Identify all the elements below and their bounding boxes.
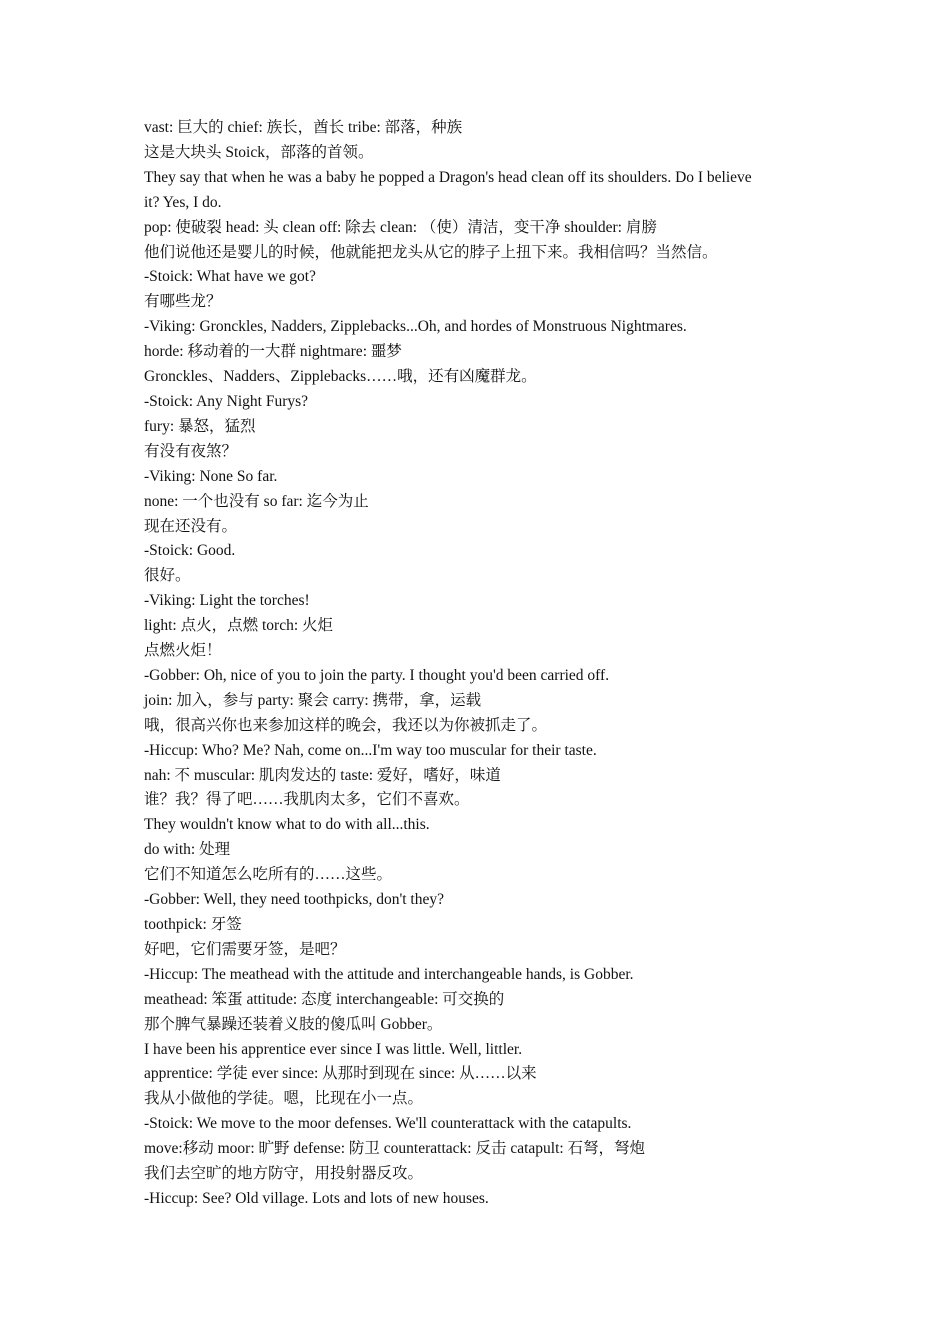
text-line: -Stoick: What have we got?	[144, 268, 316, 286]
text-line: I have been his apprentice ever since I was little. Well, littler.	[144, 1040, 523, 1058]
text-line: 我们去空旷的地方防守，用投射器反攻。	[144, 1165, 424, 1183]
text-line: move:移动 moor: 旷野 defense: 防卫 counterattack: 反击 catapult: 石弩，弩炮	[144, 1140, 646, 1158]
text-line: 它们不知道怎么吃所有的……这些。	[144, 866, 393, 884]
text-line: 哦，很高兴你也来参加这样的晚会，我还以为你被抓走了。	[144, 716, 548, 734]
text-line: apprentice: 学徒 ever since: 从那时到现在 since: 从……以来	[144, 1065, 537, 1083]
text-line: They wouldn't know what to do with all...this.	[144, 816, 430, 834]
text-line: 有哪些龙？	[144, 293, 222, 311]
text-line: 我从小做他的学徒。嗯，比现在小一点。	[144, 1090, 424, 1108]
text-line: -Stoick: Any Night Furys?	[144, 392, 309, 410]
text-line: light: 点火，点燃 torch: 火炬	[144, 617, 334, 635]
text-line: nah: 不 muscular: 肌肉发达的 taste: 爱好，嗜好，味道	[144, 766, 501, 784]
text-line: 点燃火炬！	[144, 642, 222, 660]
text-line: fury: 暴怒，猛烈	[144, 417, 256, 435]
text-line: horde: 移动着的一大群 nightmare: 噩梦	[144, 343, 402, 361]
text-line: join: 加入，参与 party: 聚会 carry: 携带，拿，运载	[144, 691, 482, 709]
text-line: none: 一个也没有 so far: 迄今为止	[144, 492, 369, 510]
text-line: 他们说他还是婴儿的时候，他就能把龙头从它的脖子上扭下来。我相信吗？当然信。	[144, 243, 718, 261]
text-line: pop: 使破裂 head: 头 clean off: 除去 clean: （使）清洁，变干净 shoulder: 肩膀	[144, 218, 657, 236]
text-line: 有没有夜煞？	[144, 442, 238, 460]
text-line: -Viking: Light the torches!	[144, 592, 310, 610]
text-line: do with: 处理	[144, 841, 231, 859]
text-line: -Stoick: We move to the moor defenses. We'll counterattack with the catapults.	[144, 1115, 632, 1133]
text-line: 谁？我？得了吧……我肌肉太多，它们不喜欢。	[144, 791, 470, 809]
text-line: vast: 巨大的 chief: 族长，酋长 tribe: 部落，种族	[144, 119, 463, 136]
text-line: 那个脾气暴躁还装着义肢的傻瓜叫 Gobber。	[144, 1015, 443, 1033]
text-line: -Viking: None So far.	[144, 467, 278, 485]
text-line: They say that when he was a baby he popped a Dragon's head clean off its shoulders. Do I believe	[144, 168, 752, 186]
document-page	[144, 116, 824, 1212]
text-line: -Gobber: Oh, nice of you to join the party. I thought you'd been carried off.	[144, 666, 610, 684]
text-line: -Viking: Gronckles, Nadders, Zipplebacks...Oh, and hordes of Monstruous Nightmares.	[144, 318, 687, 336]
text-line: 现在还没有。	[144, 517, 238, 535]
text-line: 很好。	[144, 567, 191, 585]
text-line: 好吧，它们需要牙签，是吧？	[144, 940, 346, 958]
text-line: meathead: 笨蛋 attitude: 态度 interchangeable: 可交换的	[144, 990, 505, 1008]
text-line: -Gobber: Well, they need toothpicks, don't they?	[144, 891, 444, 909]
text-line: toothpick: 牙签	[144, 916, 242, 933]
text-line: -Hiccup: Who? Me? Nah, come on...I'm way too muscular for their taste.	[144, 741, 597, 759]
text-line: it? Yes, I do.	[144, 193, 222, 211]
text-line: -Stoick: Good.	[144, 542, 236, 560]
text-line: -Hiccup: The meathead with the attitude and interchangeable hands, is Gobber.	[144, 965, 634, 983]
text-line: 这是大块头 Stoick，部落的首领。	[144, 143, 374, 161]
text-line: Gronckles、Nadders、Zipplebacks……哦，还有凶魔群龙。	[144, 368, 537, 386]
text-line: -Hiccup: See? Old village. Lots and lots of new houses.	[144, 1189, 489, 1207]
